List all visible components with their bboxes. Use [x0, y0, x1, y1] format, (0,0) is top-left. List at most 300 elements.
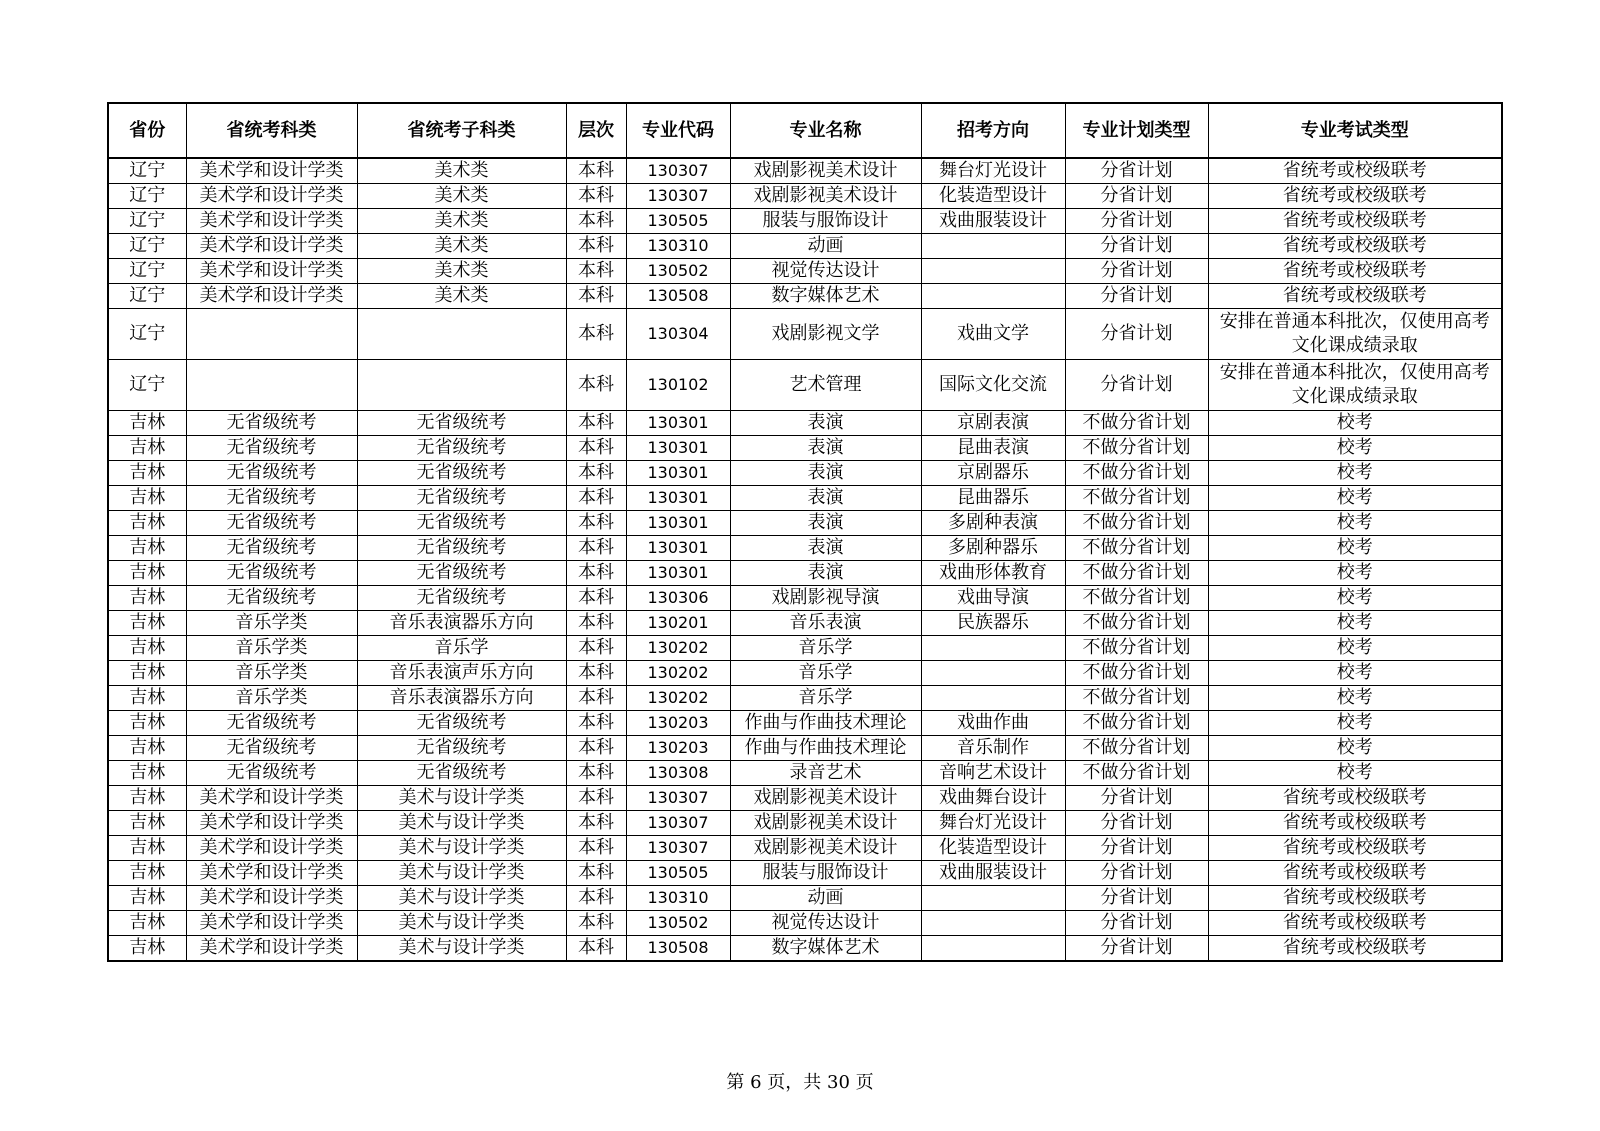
cell-major-code: 130201: [626, 611, 730, 636]
cell-direction: [921, 886, 1065, 911]
table-row: [108, 636, 1502, 661]
cell-plan-type: 分省计划: [1065, 886, 1208, 911]
cell-exam-type: 校考: [1208, 486, 1502, 511]
cell-exam-type: 校考: [1208, 761, 1502, 786]
table-row: [108, 911, 1502, 936]
header-direction: 招考方向: [921, 103, 1065, 158]
table-row: [108, 936, 1502, 962]
cell-exam-category: [186, 360, 357, 411]
cell-exam-subcategory: 美术类: [357, 184, 566, 209]
cell-province: 辽宁: [108, 360, 186, 411]
cell-major-name: 表演: [730, 511, 921, 536]
cell-level: 本科: [566, 461, 626, 486]
cell-exam-category: 无省级统考: [186, 461, 357, 486]
cell-exam-subcategory: 无省级统考: [357, 536, 566, 561]
cell-exam-type: 校考: [1208, 611, 1502, 636]
cell-province: 吉林: [108, 786, 186, 811]
cell-province: 吉林: [108, 736, 186, 761]
cell-plan-type: 分省计划: [1065, 209, 1208, 234]
cell-exam-subcategory: 美术类: [357, 158, 566, 184]
header-exam-type: 专业考试类型: [1208, 103, 1502, 158]
table-row: [108, 360, 1502, 411]
cell-major-name: 作曲与作曲技术理论: [730, 736, 921, 761]
cell-plan-type: 不做分省计划: [1065, 686, 1208, 711]
cell-major-code: 130502: [626, 911, 730, 936]
table-row: [108, 586, 1502, 611]
cell-major-code: 130505: [626, 861, 730, 886]
cell-level: 本科: [566, 886, 626, 911]
cell-exam-subcategory: 美术类: [357, 284, 566, 309]
cell-level: 本科: [566, 411, 626, 436]
cell-direction: 昆曲表演: [921, 436, 1065, 461]
cell-major-name: 表演: [730, 461, 921, 486]
table-row: [108, 661, 1502, 686]
cell-exam-category: 无省级统考: [186, 711, 357, 736]
cell-major-name: 视觉传达设计: [730, 259, 921, 284]
cell-plan-type: 分省计划: [1065, 284, 1208, 309]
cell-major-name: 戏剧影视文学: [730, 309, 921, 360]
cell-exam-category: 美术学和设计学类: [186, 861, 357, 886]
cell-province: 吉林: [108, 836, 186, 861]
cell-direction: [921, 911, 1065, 936]
cell-major-name: 动画: [730, 886, 921, 911]
cell-exam-type: 省统考或校级联考: [1208, 259, 1502, 284]
cell-exam-type: 校考: [1208, 736, 1502, 761]
cell-direction: 京剧器乐: [921, 461, 1065, 486]
cell-plan-type: 分省计划: [1065, 861, 1208, 886]
cell-level: 本科: [566, 259, 626, 284]
cell-province: 吉林: [108, 911, 186, 936]
cell-exam-subcategory: 无省级统考: [357, 586, 566, 611]
cell-major-name: 艺术管理: [730, 360, 921, 411]
table-row: [108, 436, 1502, 461]
cell-province: 辽宁: [108, 309, 186, 360]
cell-major-code: 130202: [626, 636, 730, 661]
cell-province: 吉林: [108, 661, 186, 686]
cell-major-name: 录音艺术: [730, 761, 921, 786]
cell-exam-subcategory: 美术与设计学类: [357, 861, 566, 886]
cell-major-name: 服装与服饰设计: [730, 861, 921, 886]
table-row: [108, 411, 1502, 436]
cell-province: 辽宁: [108, 259, 186, 284]
cell-major-code: 130301: [626, 461, 730, 486]
table-row: [108, 536, 1502, 561]
cell-exam-subcategory: 美术与设计学类: [357, 911, 566, 936]
cell-plan-type: 不做分省计划: [1065, 636, 1208, 661]
cell-major-code: 130306: [626, 586, 730, 611]
cell-major-name: 戏剧影视美术设计: [730, 786, 921, 811]
cell-plan-type: 不做分省计划: [1065, 536, 1208, 561]
cell-direction: 音乐制作: [921, 736, 1065, 761]
cell-exam-category: 无省级统考: [186, 536, 357, 561]
cell-plan-type: 分省计划: [1065, 836, 1208, 861]
table-row: [108, 259, 1502, 284]
cell-exam-category: 无省级统考: [186, 486, 357, 511]
cell-province: 吉林: [108, 586, 186, 611]
cell-level: 本科: [566, 309, 626, 360]
cell-major-code: 130304: [626, 309, 730, 360]
cell-exam-category: 无省级统考: [186, 511, 357, 536]
cell-level: 本科: [566, 561, 626, 586]
cell-level: 本科: [566, 686, 626, 711]
cell-exam-category: 美术学和设计学类: [186, 184, 357, 209]
cell-direction: 舞台灯光设计: [921, 158, 1065, 184]
cell-direction: [921, 636, 1065, 661]
cell-exam-category: 无省级统考: [186, 736, 357, 761]
cell-level: 本科: [566, 209, 626, 234]
cell-exam-type: 省统考或校级联考: [1208, 209, 1502, 234]
cell-province: 辽宁: [108, 284, 186, 309]
cell-exam-subcategory: 无省级统考: [357, 711, 566, 736]
cell-exam-subcategory: 音乐学: [357, 636, 566, 661]
cell-exam-type: 省统考或校级联考: [1208, 234, 1502, 259]
cell-level: 本科: [566, 911, 626, 936]
cell-exam-type: 校考: [1208, 661, 1502, 686]
cell-exam-subcategory: [357, 309, 566, 360]
cell-exam-category: 美术学和设计学类: [186, 786, 357, 811]
cell-province: 吉林: [108, 486, 186, 511]
cell-direction: 化装造型设计: [921, 184, 1065, 209]
page-footer: 第 6 页，共 30 页: [726, 1072, 874, 1093]
cell-major-code: 130508: [626, 284, 730, 309]
cell-exam-category: 美术学和设计学类: [186, 911, 357, 936]
cell-exam-subcategory: 无省级统考: [357, 736, 566, 761]
cell-exam-subcategory: 音乐表演声乐方向: [357, 661, 566, 686]
cell-major-name: 戏剧影视美术设计: [730, 811, 921, 836]
table-row: [108, 309, 1502, 360]
cell-major-code: 130301: [626, 411, 730, 436]
cell-level: 本科: [566, 736, 626, 761]
cell-direction: 国际文化交流: [921, 360, 1065, 411]
cell-level: 本科: [566, 586, 626, 611]
table-row: [108, 184, 1502, 209]
cell-exam-subcategory: 无省级统考: [357, 561, 566, 586]
cell-direction: 舞台灯光设计: [921, 811, 1065, 836]
table-row: [108, 561, 1502, 586]
cell-province: 吉林: [108, 561, 186, 586]
cell-exam-type: 省统考或校级联考: [1208, 284, 1502, 309]
cell-level: 本科: [566, 284, 626, 309]
cell-plan-type: 不做分省计划: [1065, 711, 1208, 736]
table-body: [108, 158, 1502, 961]
cell-major-name: 表演: [730, 436, 921, 461]
cell-major-name: 戏剧影视导演: [730, 586, 921, 611]
cell-major-name: 服装与服饰设计: [730, 209, 921, 234]
cell-major-code: 130505: [626, 209, 730, 234]
cell-exam-type: 省统考或校级联考: [1208, 158, 1502, 184]
cell-province: 吉林: [108, 511, 186, 536]
cell-exam-type: 省统考或校级联考: [1208, 861, 1502, 886]
cell-exam-type: 校考: [1208, 561, 1502, 586]
table-row: [108, 736, 1502, 761]
table-row: [108, 486, 1502, 511]
header-province: 省份: [108, 103, 186, 158]
cell-exam-type: 省统考或校级联考: [1208, 786, 1502, 811]
table-row: [108, 711, 1502, 736]
cell-level: 本科: [566, 184, 626, 209]
cell-province: 吉林: [108, 536, 186, 561]
cell-plan-type: 分省计划: [1065, 184, 1208, 209]
cell-direction: 化装造型设计: [921, 836, 1065, 861]
cell-direction: 戏曲文学: [921, 309, 1065, 360]
cell-major-name: 表演: [730, 561, 921, 586]
cell-major-code: 130202: [626, 686, 730, 711]
cell-exam-category: 无省级统考: [186, 761, 357, 786]
cell-exam-category: 美术学和设计学类: [186, 936, 357, 962]
cell-level: 本科: [566, 711, 626, 736]
cell-province: 吉林: [108, 411, 186, 436]
cell-major-name: 动画: [730, 234, 921, 259]
cell-major-code: 130301: [626, 511, 730, 536]
cell-exam-subcategory: 美术与设计学类: [357, 836, 566, 861]
cell-level: 本科: [566, 536, 626, 561]
cell-major-code: 130203: [626, 736, 730, 761]
cell-province: 吉林: [108, 461, 186, 486]
cell-exam-subcategory: 美术类: [357, 234, 566, 259]
cell-level: 本科: [566, 811, 626, 836]
cell-province: 辽宁: [108, 209, 186, 234]
cell-major-code: 130301: [626, 561, 730, 586]
cell-plan-type: 不做分省计划: [1065, 461, 1208, 486]
enrollment-table: [107, 102, 1503, 962]
cell-major-code: 130307: [626, 811, 730, 836]
header-major-name: 专业名称: [730, 103, 921, 158]
table-row: [108, 786, 1502, 811]
table-row: [108, 209, 1502, 234]
cell-major-name: 戏剧影视美术设计: [730, 158, 921, 184]
cell-exam-category: 美术学和设计学类: [186, 886, 357, 911]
header-level: 层次: [566, 103, 626, 158]
cell-exam-type: 省统考或校级联考: [1208, 886, 1502, 911]
cell-exam-category: 无省级统考: [186, 561, 357, 586]
cell-plan-type: 分省计划: [1065, 158, 1208, 184]
cell-plan-type: 不做分省计划: [1065, 736, 1208, 761]
cell-major-name: 音乐学: [730, 686, 921, 711]
cell-province: 吉林: [108, 811, 186, 836]
cell-exam-category: 无省级统考: [186, 436, 357, 461]
cell-level: 本科: [566, 936, 626, 962]
cell-exam-subcategory: 无省级统考: [357, 461, 566, 486]
cell-level: 本科: [566, 636, 626, 661]
header-major-code: 专业代码: [626, 103, 730, 158]
header-plan-type: 专业计划类型: [1065, 103, 1208, 158]
cell-direction: 戏曲舞台设计: [921, 786, 1065, 811]
cell-direction: [921, 284, 1065, 309]
table-row: [108, 284, 1502, 309]
cell-exam-category: 美术学和设计学类: [186, 811, 357, 836]
cell-province: 辽宁: [108, 158, 186, 184]
cell-exam-category: 音乐学类: [186, 661, 357, 686]
cell-exam-category: 无省级统考: [186, 411, 357, 436]
cell-plan-type: 不做分省计划: [1065, 486, 1208, 511]
table-row: [108, 861, 1502, 886]
table-row: [108, 234, 1502, 259]
cell-level: 本科: [566, 611, 626, 636]
cell-province: 吉林: [108, 936, 186, 962]
cell-major-code: 130301: [626, 536, 730, 561]
cell-level: 本科: [566, 861, 626, 886]
cell-province: 吉林: [108, 711, 186, 736]
cell-province: 吉林: [108, 686, 186, 711]
cell-exam-type: 安排在普通本科批次，仅使用高考文化课成绩录取: [1208, 360, 1502, 411]
cell-level: 本科: [566, 786, 626, 811]
table-row: [108, 158, 1502, 184]
cell-level: 本科: [566, 761, 626, 786]
cell-direction: 民族器乐: [921, 611, 1065, 636]
cell-major-code: 130301: [626, 436, 730, 461]
cell-exam-type: 省统考或校级联考: [1208, 811, 1502, 836]
cell-major-name: 音乐表演: [730, 611, 921, 636]
cell-major-name: 作曲与作曲技术理论: [730, 711, 921, 736]
cell-plan-type: 分省计划: [1065, 259, 1208, 284]
cell-direction: [921, 259, 1065, 284]
cell-direction: 音响艺术设计: [921, 761, 1065, 786]
cell-direction: 戏曲服装设计: [921, 861, 1065, 886]
cell-province: 吉林: [108, 636, 186, 661]
cell-exam-type: 校考: [1208, 686, 1502, 711]
cell-plan-type: 分省计划: [1065, 811, 1208, 836]
table-header-row: [108, 103, 1502, 158]
cell-province: 吉林: [108, 886, 186, 911]
cell-exam-subcategory: 音乐表演器乐方向: [357, 611, 566, 636]
cell-major-code: 130301: [626, 486, 730, 511]
cell-major-name: 戏剧影视美术设计: [730, 836, 921, 861]
cell-direction: 京剧表演: [921, 411, 1065, 436]
cell-exam-category: 无省级统考: [186, 586, 357, 611]
cell-exam-subcategory: 美术类: [357, 259, 566, 284]
cell-plan-type: 分省计划: [1065, 936, 1208, 962]
cell-level: 本科: [566, 836, 626, 861]
cell-province: 吉林: [108, 861, 186, 886]
table-row: [108, 886, 1502, 911]
cell-level: 本科: [566, 360, 626, 411]
cell-exam-category: 美术学和设计学类: [186, 158, 357, 184]
cell-level: 本科: [566, 486, 626, 511]
cell-major-code: 130307: [626, 184, 730, 209]
cell-exam-subcategory: 美术与设计学类: [357, 811, 566, 836]
cell-exam-subcategory: 音乐表演器乐方向: [357, 686, 566, 711]
table-row: [108, 461, 1502, 486]
cell-exam-category: 美术学和设计学类: [186, 209, 357, 234]
cell-plan-type: 分省计划: [1065, 309, 1208, 360]
cell-plan-type: 不做分省计划: [1065, 561, 1208, 586]
cell-exam-type: 校考: [1208, 586, 1502, 611]
cell-major-name: 音乐学: [730, 636, 921, 661]
cell-exam-subcategory: 无省级统考: [357, 761, 566, 786]
cell-exam-category: 美术学和设计学类: [186, 836, 357, 861]
cell-level: 本科: [566, 511, 626, 536]
cell-exam-subcategory: 无省级统考: [357, 486, 566, 511]
cell-exam-subcategory: 无省级统考: [357, 511, 566, 536]
cell-major-name: 音乐学: [730, 661, 921, 686]
table-row: [108, 836, 1502, 861]
cell-exam-type: 省统考或校级联考: [1208, 184, 1502, 209]
cell-direction: [921, 234, 1065, 259]
cell-exam-category: 美术学和设计学类: [186, 284, 357, 309]
cell-direction: [921, 686, 1065, 711]
cell-province: 吉林: [108, 436, 186, 461]
cell-direction: 戏曲服装设计: [921, 209, 1065, 234]
cell-plan-type: 不做分省计划: [1065, 436, 1208, 461]
cell-major-code: 130307: [626, 836, 730, 861]
header-exam-category: 省统考科类: [186, 103, 357, 158]
cell-level: 本科: [566, 661, 626, 686]
cell-exam-category: 音乐学类: [186, 611, 357, 636]
cell-province: 吉林: [108, 761, 186, 786]
cell-plan-type: 不做分省计划: [1065, 586, 1208, 611]
cell-exam-type: 校考: [1208, 711, 1502, 736]
cell-direction: [921, 936, 1065, 962]
cell-exam-subcategory: 美术与设计学类: [357, 786, 566, 811]
cell-exam-type: 校考: [1208, 536, 1502, 561]
cell-direction: [921, 661, 1065, 686]
cell-major-name: 表演: [730, 411, 921, 436]
cell-exam-type: 省统考或校级联考: [1208, 936, 1502, 962]
cell-direction: 多剧种器乐: [921, 536, 1065, 561]
cell-level: 本科: [566, 158, 626, 184]
cell-province: 辽宁: [108, 234, 186, 259]
cell-exam-type: 省统考或校级联考: [1208, 836, 1502, 861]
table-row: [108, 511, 1502, 536]
cell-exam-subcategory: 美术与设计学类: [357, 936, 566, 962]
header-exam-subcategory: 省统考子科类: [357, 103, 566, 158]
cell-plan-type: 不做分省计划: [1065, 661, 1208, 686]
cell-exam-type: 校考: [1208, 411, 1502, 436]
cell-major-code: 130203: [626, 711, 730, 736]
cell-exam-type: 校考: [1208, 636, 1502, 661]
cell-direction: 多剧种表演: [921, 511, 1065, 536]
cell-direction: 戏曲作曲: [921, 711, 1065, 736]
cell-major-code: 130202: [626, 661, 730, 686]
cell-plan-type: 不做分省计划: [1065, 611, 1208, 636]
cell-major-name: 表演: [730, 486, 921, 511]
cell-plan-type: 不做分省计划: [1065, 511, 1208, 536]
cell-exam-category: 美术学和设计学类: [186, 259, 357, 284]
cell-plan-type: 不做分省计划: [1065, 761, 1208, 786]
cell-major-name: 数字媒体艺术: [730, 936, 921, 962]
cell-major-code: 130310: [626, 234, 730, 259]
cell-direction: 戏曲导演: [921, 586, 1065, 611]
cell-major-name: 视觉传达设计: [730, 911, 921, 936]
cell-direction: 戏曲形体教育: [921, 561, 1065, 586]
table-row: [108, 686, 1502, 711]
table-row: [108, 761, 1502, 786]
cell-exam-type: 校考: [1208, 436, 1502, 461]
cell-exam-subcategory: 美术类: [357, 209, 566, 234]
cell-exam-category: 音乐学类: [186, 686, 357, 711]
cell-major-name: 戏剧影视美术设计: [730, 184, 921, 209]
cell-major-code: 130308: [626, 761, 730, 786]
cell-plan-type: 分省计划: [1065, 786, 1208, 811]
cell-exam-subcategory: 无省级统考: [357, 411, 566, 436]
cell-province: 吉林: [108, 611, 186, 636]
cell-exam-subcategory: 美术与设计学类: [357, 886, 566, 911]
cell-plan-type: 不做分省计划: [1065, 411, 1208, 436]
cell-exam-subcategory: [357, 360, 566, 411]
table-row: [108, 811, 1502, 836]
cell-major-code: 130307: [626, 786, 730, 811]
cell-exam-type: 校考: [1208, 461, 1502, 486]
cell-exam-category: [186, 309, 357, 360]
cell-level: 本科: [566, 436, 626, 461]
cell-plan-type: 分省计划: [1065, 911, 1208, 936]
cell-plan-type: 分省计划: [1065, 234, 1208, 259]
cell-exam-category: 音乐学类: [186, 636, 357, 661]
cell-major-code: 130307: [626, 158, 730, 184]
enrollment-table-container: [107, 102, 1501, 962]
table-row: [108, 611, 1502, 636]
cell-level: 本科: [566, 234, 626, 259]
